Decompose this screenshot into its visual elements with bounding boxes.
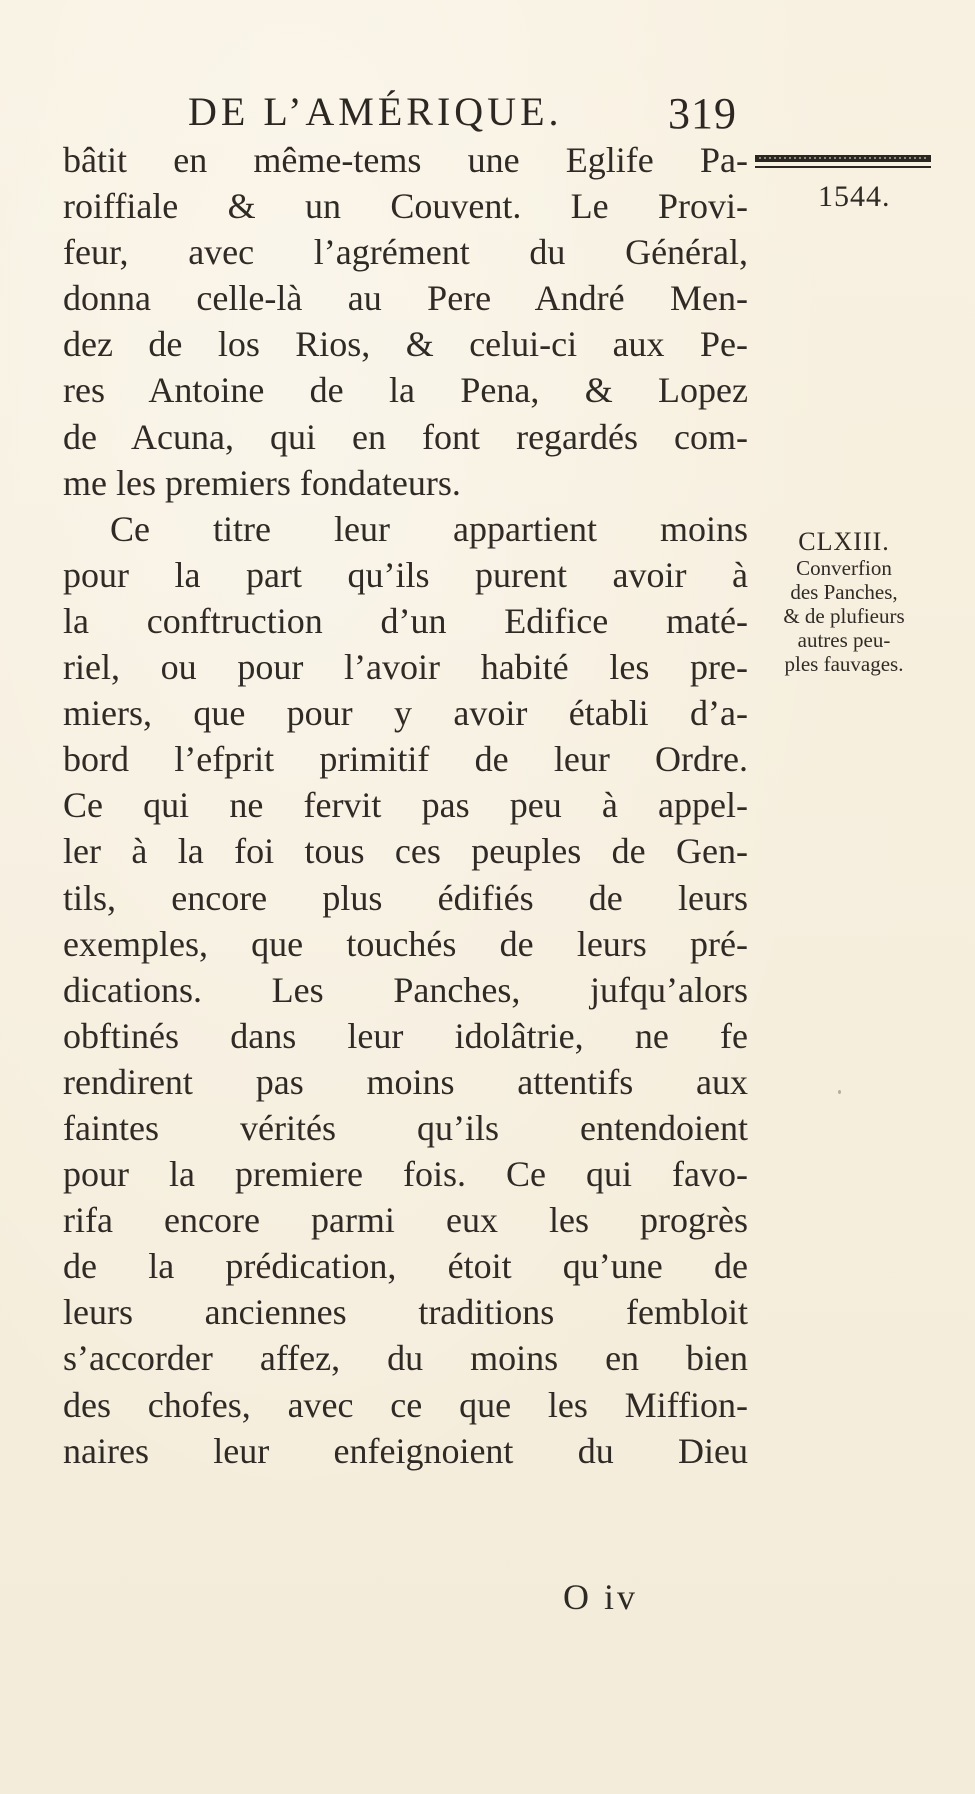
text-line: leurs anciennes traditions fembloit [63, 1292, 748, 1333]
main-text-block [63, 137, 748, 1474]
text-line: res Antoine de la Pena, & Lopez [63, 370, 748, 411]
signature-mark: O iv [563, 1577, 638, 1617]
paper-speck [838, 1090, 841, 1094]
text-line: riel, ou pour l’avoir habité les pre- [63, 647, 748, 688]
text-line: Ce qui ne fervit pas peu à appel- [63, 785, 748, 826]
page-number: 319 [668, 89, 737, 138]
text-line: la conftruction d’un Edifice maté- [63, 600, 748, 641]
text-line: pour la premiere fois. Ce qui favo- [63, 1154, 748, 1195]
text-line: me les premiers fondateurs. [63, 462, 461, 503]
margin-roman-numeral: CLXIII. [798, 527, 890, 556]
text-line: dications. Les Panches, jufqu’alors [63, 969, 748, 1010]
text-line: exemples, que touchés de leurs pré- [63, 923, 748, 964]
text-line: obftinés dans leur idolâtrie, ne fe [63, 1015, 748, 1056]
running-header [188, 88, 737, 138]
paragraph-start-line: Ce titre leur appartient moins [110, 508, 748, 549]
text-line: bord l’efprit primitif de leur Ordre. [63, 739, 748, 780]
text-line: naires leur enfeignoient du Dieu [63, 1430, 748, 1471]
text-line: de Acuna, qui en font regardés com- [63, 416, 748, 457]
margin-note [754, 528, 934, 676]
text-line: donna celle-là au Pere André Men- [63, 278, 748, 319]
margin-note-line: des Panches, [790, 580, 898, 604]
text-line: des chofes, avec ce que les Miffion- [63, 1384, 748, 1425]
running-title: DE L’AMÉRIQUE. [188, 89, 563, 134]
text-line: ler à la foi tous ces peuples de Gen- [63, 831, 748, 872]
margin-note-line: & de plufieurs [783, 604, 905, 628]
text-line: tils, encore plus édifiés de leurs [63, 877, 748, 918]
text-line: s’accorder affez, du moins en bien [63, 1338, 748, 1379]
text-line: miers, que pour y avoir établi d’a- [63, 693, 748, 734]
year-rule-ornament [755, 154, 931, 170]
margin-year: 1544. [818, 180, 891, 213]
text-line: bâtit en même-tems une Eglife Pa- [63, 140, 748, 180]
text-line: dez de los Rios, & celui-ci aux Pe- [63, 324, 748, 365]
text-line: rifa encore parmi eux les progrès [63, 1200, 748, 1241]
text-line: rendirent pas moins attentifs aux [63, 1061, 748, 1102]
text-line: roiffiale & un Couvent. Le Provi- [63, 186, 748, 227]
text-line: feur, avec l’agrément du Général, [63, 232, 748, 273]
margin-note-line: autres peu- [797, 628, 891, 652]
text-line: faintes vérités qu’ils entendoient [63, 1107, 748, 1148]
margin-note-line: ples fauvages. [784, 652, 904, 676]
text-line: de la prédication, étoit qu’une de [63, 1246, 748, 1287]
text-line: pour la part qu’ils purent avoir à [63, 554, 748, 595]
margin-note-line: Converfion [796, 556, 892, 580]
